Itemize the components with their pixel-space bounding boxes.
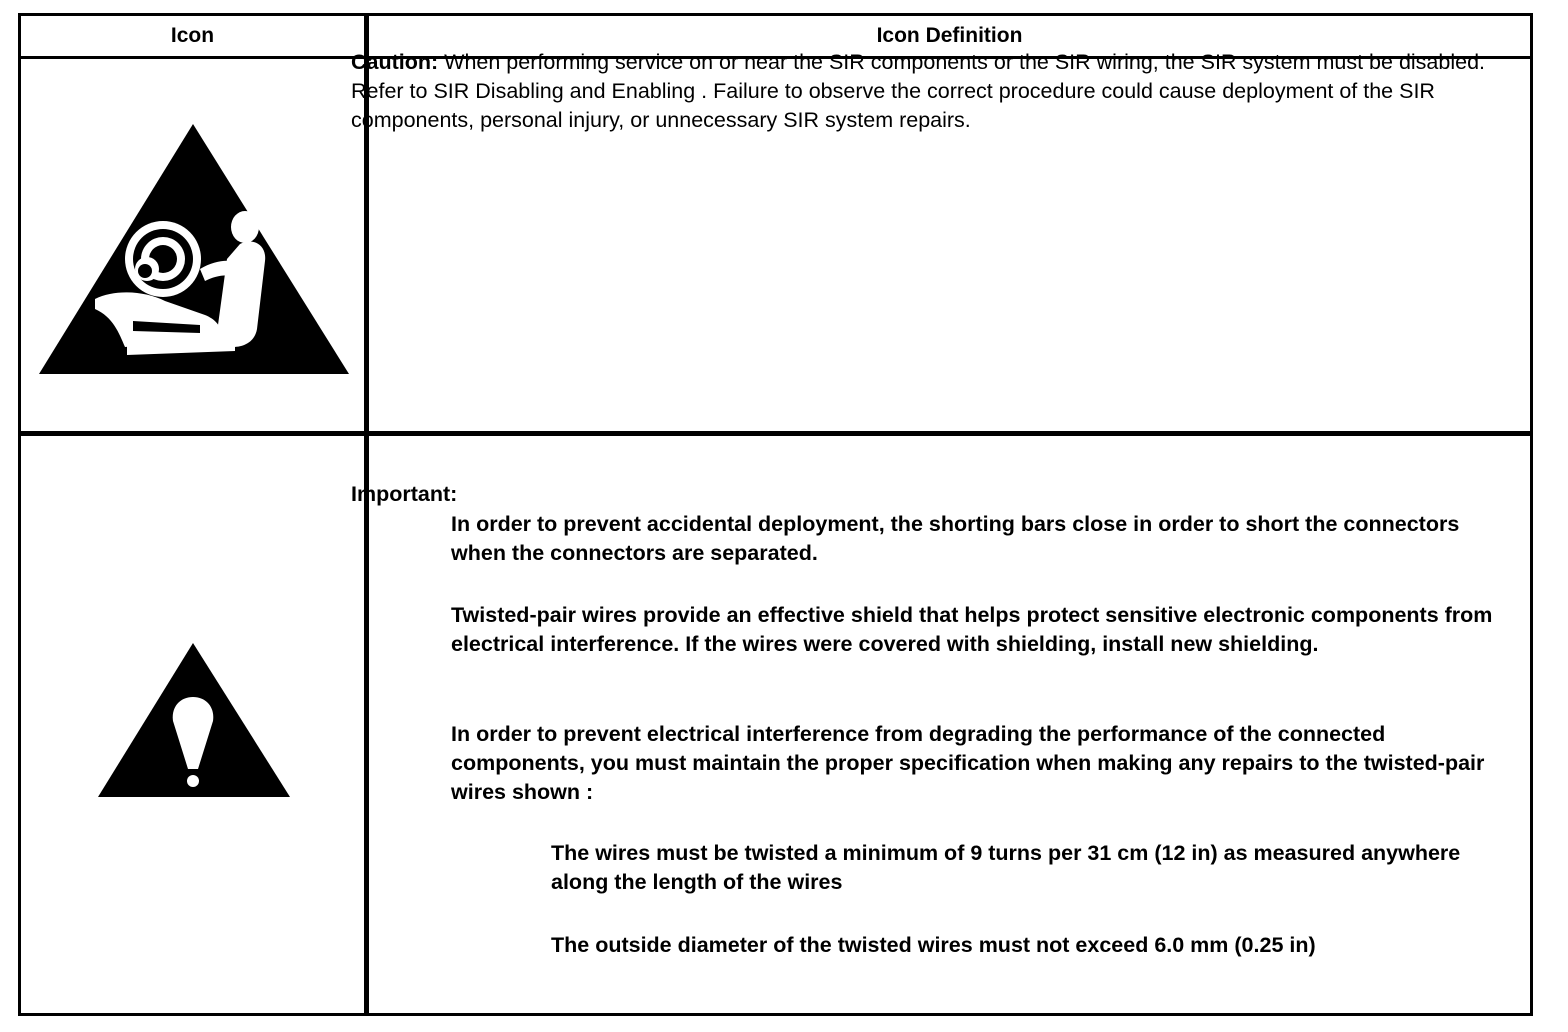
header-icon-definition: Icon Definition xyxy=(876,24,1023,47)
airbag-caution-icon xyxy=(35,119,355,379)
row2-icon-cell xyxy=(21,436,364,1016)
important-paragraph: In order to prevent electrical interference from degrading the performance of the connected components, you must maintain the proper specification when making any repairs to the twisted-pair wires shown : xyxy=(451,722,1485,804)
caution-definition xyxy=(351,48,1501,135)
column-divider xyxy=(364,16,369,1013)
important-exclamation-icon xyxy=(94,639,294,799)
caution-label: Caution: xyxy=(351,50,439,74)
specification-item: The outside diameter of the twisted wires must not exceed 6.0 mm (0.25 in) xyxy=(551,933,1316,957)
row1-icon-cell xyxy=(21,59,364,431)
specification-item: The wires must be twisted a minimum of 9 turns per 31 cm (12 in) as measured anywhere along the length of the wires xyxy=(551,841,1461,894)
caution-text: When performing service on or near the SIR components or the SIR wiring, the SIR system must be disabled. Refer to SIR Disabling and Enabling . Failure to observe the correct procedure could cause deployment of the SIR components, personal injury, or unnecessary SIR system repairs. xyxy=(351,50,1486,132)
header-icon: Icon xyxy=(170,24,215,47)
important-paragraph: Twisted-pair wires provide an effective shield that helps protect sensitive electronic components from electrical interference. If the wires were covered with shielding, install new shielding. xyxy=(451,603,1493,656)
important-label: Important: xyxy=(351,482,458,506)
important-paragraph: In order to prevent accidental deployment, the shorting bars close in order to short the connectors when the connectors are separated. xyxy=(451,512,1460,565)
